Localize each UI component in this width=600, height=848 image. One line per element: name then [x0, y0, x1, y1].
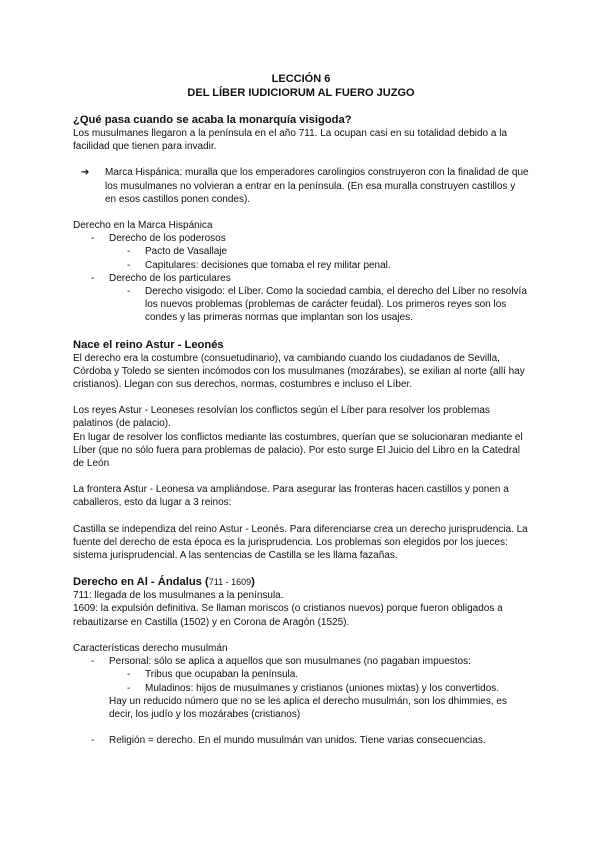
- note-dhimmies: Hay un reducido número que no se les aplica el derecho musulmán, son los dhimmies, es decir, los judío y los mozárabes (cristianos): [109, 695, 507, 720]
- heading-monarquia: ¿Qué pasa cuando se acaba la monarquía visigoda?: [73, 114, 352, 126]
- document-page: [73, 72, 529, 747]
- heading-close: ): [251, 576, 255, 589]
- heading-al-andalus-text: Derecho en Al - Ándalus (: [73, 576, 209, 589]
- sub-list-item-text: Tribus que ocupaban la península.: [145, 669, 299, 681]
- list-item-text: Derecho de los poderosos: [109, 233, 226, 245]
- sub-list-item: [109, 259, 529, 272]
- list-item: [73, 232, 529, 245]
- sub-list-item-text: Derecho visigodo: el Líber. Como la sociedad cambia, el derecho del Líber no resolvía los nuevos problemas (problemas de carácter feudal). Los primeros reyes son los condes y las primeras normas que implantan son los usajes.: [145, 286, 527, 324]
- list-item-text: Personal: sólo se aplica a aquellos que son musulmanes (no pagaban impuestos:: [109, 656, 471, 668]
- list-title-musulman: Características derecho musulmán: [73, 642, 228, 654]
- para-musulmanes: Los musulmanes llegaron a la península en el año 711. La ocupan casi en su totalidad debido a la facilidad que tienen para invadir.: [73, 128, 508, 153]
- list-item: [73, 734, 529, 747]
- heading-years: 711 - 1609: [208, 577, 252, 588]
- dash-bullet: -: [91, 735, 95, 747]
- lesson-title: [73, 72, 529, 100]
- sub-list-item-text: Capitulares: decisiones que tomaba el rey militar penal.: [145, 259, 391, 271]
- list-item: [73, 655, 529, 668]
- sub-list-item: [109, 285, 529, 325]
- arrow-right-icon: ➔: [81, 167, 90, 179]
- list-item-text: Religión = derecho. En el mundo musulmán van unidos. Tiene varias consecuencias.: [109, 735, 486, 747]
- para-castilla: Castilla se independiza del reino Astur - Leonés. Para diferenciarse crea un derecho jurisprudencia. La fuente del derecho de esta época es la jurisprudencia. Los problemas son elegidos por los jueces: sistema jurisprudencial. A las sentencias de Castilla se les llama fazañas.: [73, 523, 528, 562]
- para-711: 711: llegada de los musulmanes a la península.: [73, 590, 284, 602]
- list-item-text: Derecho de los particulares: [109, 272, 231, 284]
- sub-list-item-text: Muladinos: hijos de musulmanes y cristianos (uniones mixtas) y los convertidos.: [145, 682, 500, 694]
- arrow-item-text: Marca Hispánica: muralla que los emperadores carolingios construyeron con la finalidad de que los musulmanes no volvieran a entrar en la península. (En esa muralla construyen castillos y en esos castillos ponen condes).: [105, 167, 529, 205]
- dash-bullet: -: [91, 233, 95, 245]
- list-title-marca: Derecho en la Marca Hispánica: [73, 220, 213, 232]
- dash-bullet: -: [127, 246, 131, 258]
- heading-astur-leones: Nace el reino Astur - Leonés: [73, 338, 224, 351]
- title-line-1: LECCIÓN 6: [271, 73, 331, 85]
- arrow-item: [81, 166, 529, 206]
- sub-list-item-text: Pacto de Vasallaje: [145, 246, 228, 258]
- para-1609: 1609: la expulsión definitiva. Se llaman moriscos (o cristianos nuevos) porque fueron obligados a rebautizarse en Castilla (1502) y en Corona de Aragón (1525).: [73, 603, 503, 628]
- para-frontera: La frontera Astur - Leonesa va ampliándose. Para asegurar las fronteras hacen castillos y ponen a caballeros, esto da lugar a 3 reinos:: [73, 484, 509, 509]
- sub-list-item: [109, 682, 529, 695]
- dash-bullet: -: [91, 656, 95, 668]
- sub-list-item: [109, 245, 529, 258]
- dash-bullet: -: [127, 669, 131, 681]
- para-costumbre: El derecho era la costumbre (consuetudinario), va cambiando cuando los ciudadanos de Sevilla, Córdoba y Toledo se sienten incómodos con los musulmanes (mozárabes), se exilian al norte (allí hay cristianos). Llegan con sus derechos, normas, costumbres e incluso el Líber.: [73, 352, 525, 391]
- title-line-2: DEL LÍBER IUDICIORUM AL FUERO JUZGO: [187, 87, 415, 99]
- list-item: [73, 272, 529, 285]
- dash-bullet: -: [127, 259, 131, 271]
- sub-list-item: [109, 668, 529, 681]
- dash-bullet: -: [127, 286, 131, 298]
- dash-bullet: -: [91, 272, 95, 284]
- heading-al-andalus: [73, 575, 529, 589]
- para-liber: En lugar de resolver los conflictos mediante las costumbres, querían que se solucionaran mediante el Líber (que no sólo fuera para problemas de palacio). Por esto surge El Juicio del Libro en la Catedral de León: [73, 431, 523, 470]
- dash-bullet: -: [127, 682, 131, 694]
- para-reyes: Los reyes Astur - Leoneses resolvían los conflictos según el Líber para resolver los problemas palatinos (de palacio).: [73, 405, 490, 430]
